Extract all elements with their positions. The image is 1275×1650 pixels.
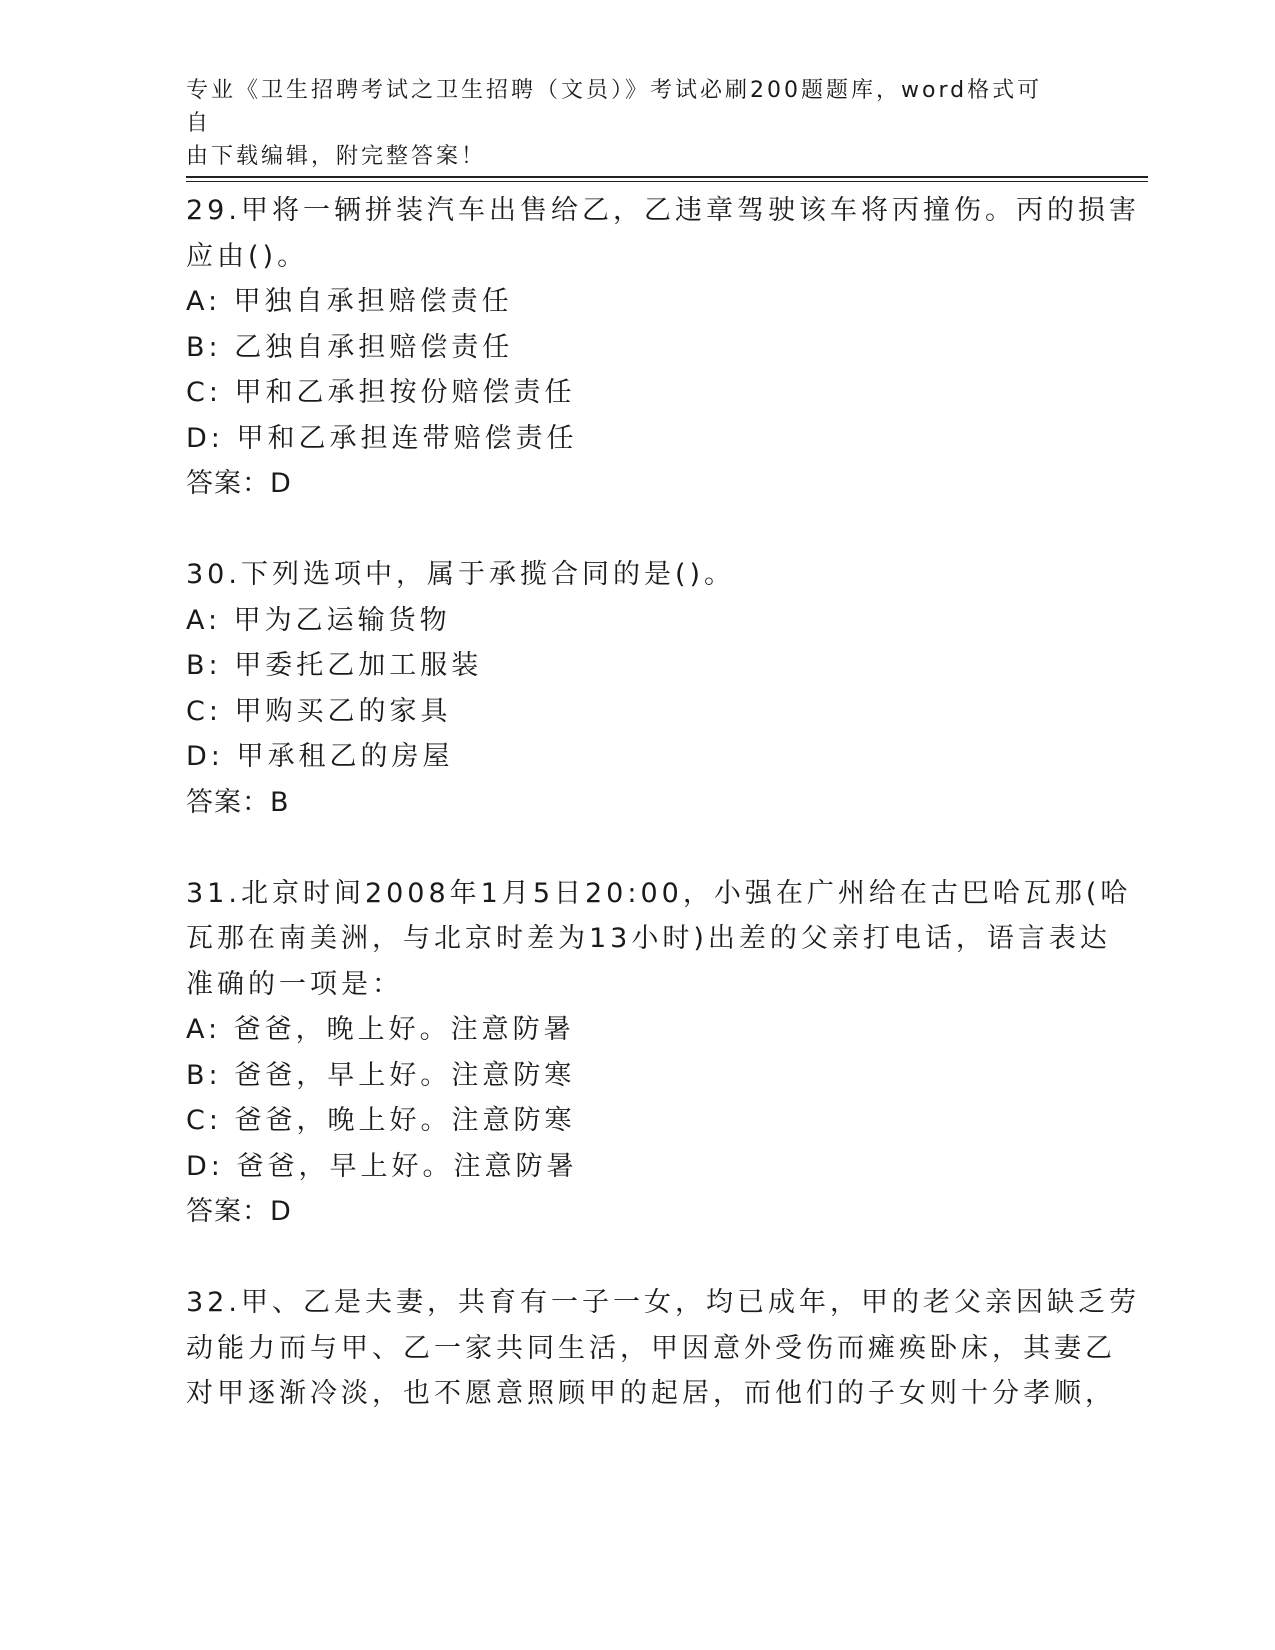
answer: 答案：D [186, 468, 292, 499]
question-stem-line: 29.甲将一辆拼装汽车出售给乙，乙违章驾驶该车将丙撞伤。丙的损害 [186, 195, 1140, 226]
option-d: D: 甲承租乙的房屋 [186, 741, 454, 772]
document-header [186, 74, 1066, 173]
option-c: C: 爸爸，晚上好。注意防寒 [186, 1105, 576, 1136]
header-divider-thin [186, 181, 1148, 182]
spacer [186, 507, 1086, 553]
option-c: C: 甲购买乙的家具 [186, 695, 452, 727]
question-stem-line: 准确的一项是： [186, 968, 403, 1000]
answer: 答案：B [186, 786, 290, 818]
question-stem-line: 31.北京时间2008年1月5日20:00，小强在广州给在古巴哈瓦那(哈 [186, 877, 1132, 909]
question-31 [186, 871, 1132, 1235]
option-b: B: 乙独自承担赔偿责任 [186, 331, 514, 363]
question-stem-line: 32.甲、乙是夫妻，共育有一子一女，均已成年，甲的老父亲因缺乏劳 [186, 1287, 1140, 1318]
question-stem-line: 瓦那在南美洲，与北京时差为13小时)出差的父亲打电话，语言表达 [186, 923, 1111, 954]
question-32 [186, 1280, 1140, 1417]
header-divider-thick [186, 176, 1148, 178]
option-d: D: 爸爸，早上好。注意防暑 [186, 1150, 578, 1182]
question-stem-line: 动能力而与甲、乙一家共同生活，甲因意外受伤而瘫痪卧床，其妻乙 [186, 1332, 1116, 1364]
question-30 [186, 552, 1086, 825]
question-stem-line: 对甲逐渐冷淡，也不愿意照顾甲的起居，而他们的子女则十分孝顺， [186, 1378, 1116, 1409]
option-a: A: 甲为乙运输货物 [186, 604, 451, 636]
option-a: A: 爸爸，晚上好。注意防暑 [186, 1014, 575, 1045]
header-line-1: 专业《卫生招聘考试之卫生招聘（文员）》考试必刷200题题库，word格式可自 [186, 78, 1043, 136]
spacer [186, 825, 1086, 871]
spacer [186, 1235, 1086, 1281]
option-b: B: 甲委托乙加工服装 [186, 650, 483, 681]
option-b: B: 爸爸，早上好。注意防寒 [186, 1059, 576, 1091]
question-stem-line: 应由()。 [186, 240, 309, 272]
option-c: C: 甲和乙承担按份赔偿责任 [186, 377, 576, 408]
header-line-2: 由下载编辑，附完整答案！ [186, 144, 487, 169]
question-list [186, 188, 1140, 1417]
question-stem-line: 30.下列选项中，属于承揽合同的是()。 [186, 559, 736, 590]
option-d: D: 甲和乙承担连带赔偿责任 [186, 422, 578, 454]
question-29 [186, 188, 1140, 507]
option-a: A: 甲独自承担赔偿责任 [186, 286, 513, 317]
answer: 答案：D [186, 1196, 292, 1227]
